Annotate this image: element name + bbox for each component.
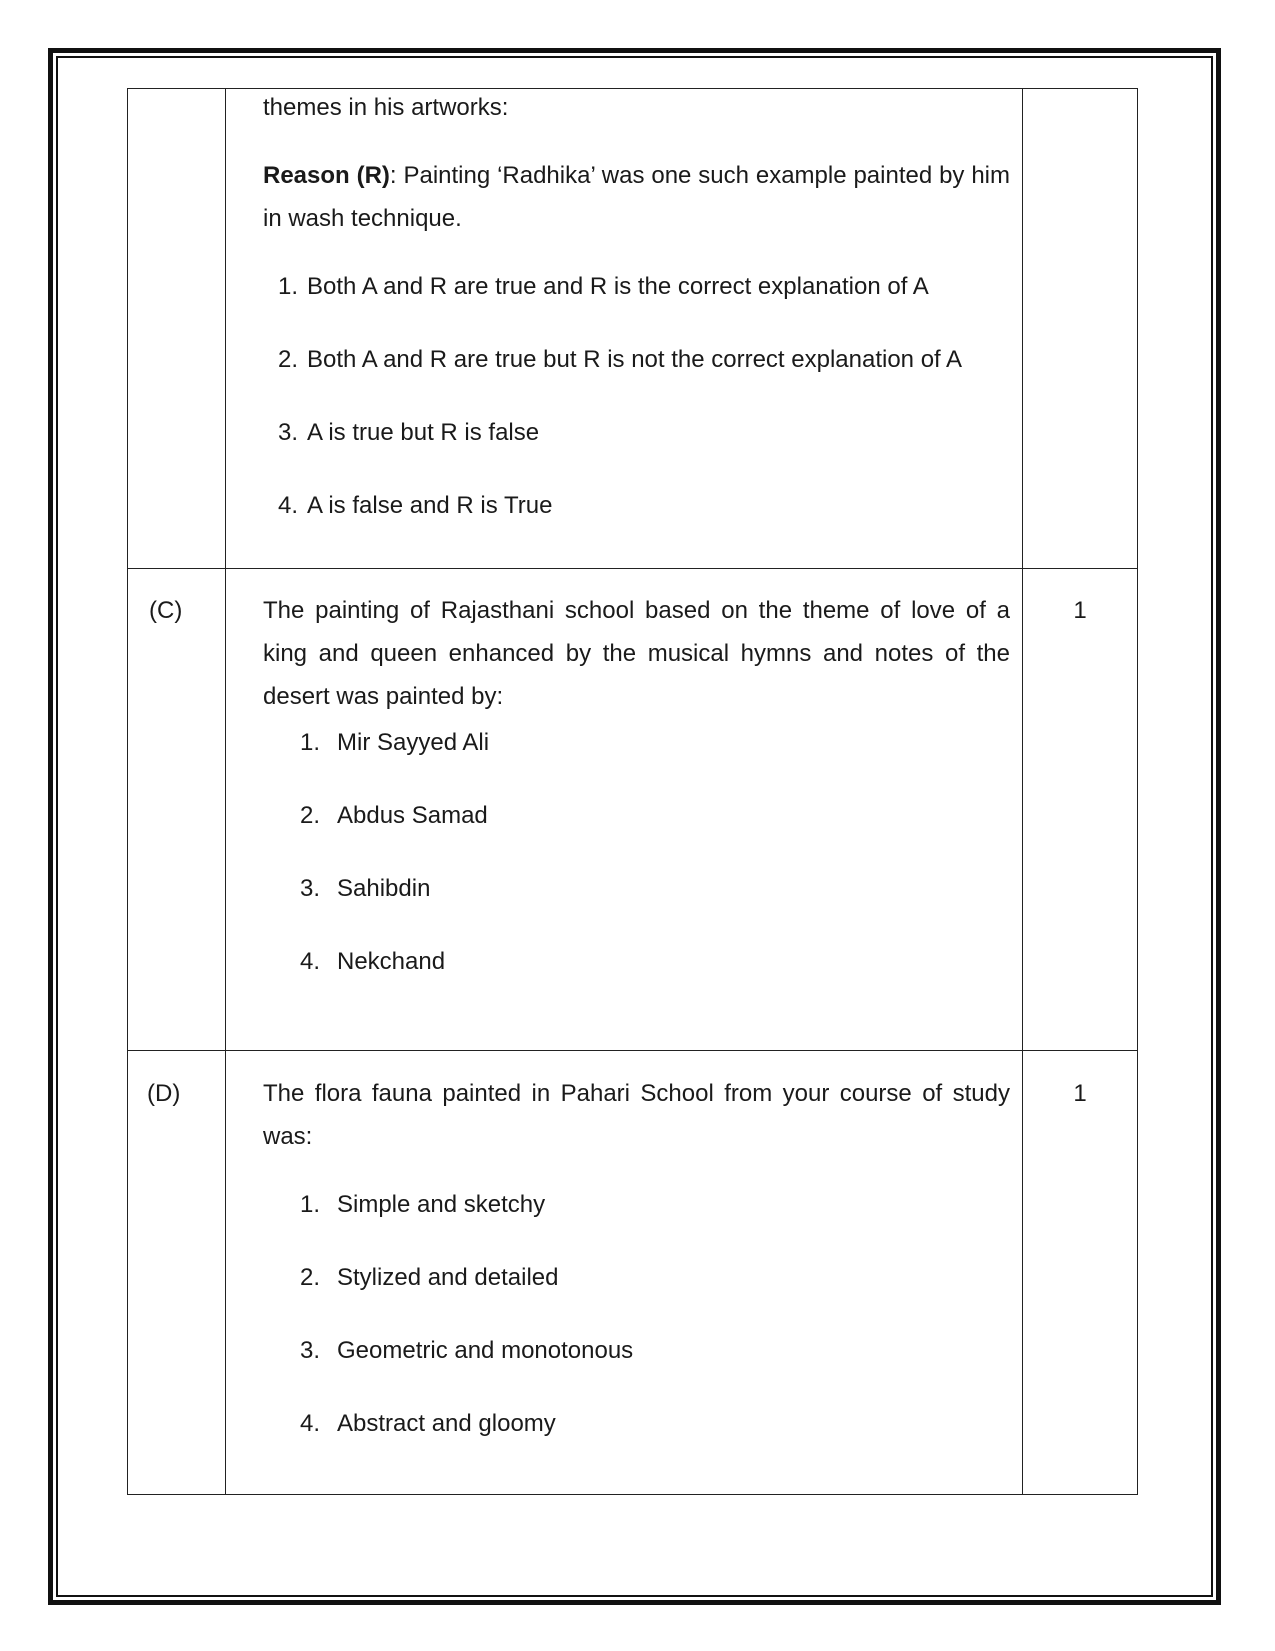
- option-number: 1.: [300, 729, 321, 756]
- reason-statement: [263, 154, 1010, 240]
- option-number: 4.: [278, 492, 299, 519]
- answer-option[interactable]: [300, 721, 1000, 794]
- option-number: 2.: [278, 346, 299, 373]
- answer-option[interactable]: [300, 940, 1000, 1013]
- question-text: The painting of Rajasthani school based on the theme of love of a king and queen enhanced by the musical hymns and notes of the desert was painted by:: [263, 597, 1010, 710]
- question-label-cell: [128, 1051, 226, 1494]
- answer-option[interactable]: [300, 794, 1000, 867]
- question-label: (C): [149, 597, 183, 624]
- option-number: 4.: [300, 948, 321, 975]
- question-intro: themes in his artworks:: [263, 94, 509, 121]
- question-table: [127, 88, 1138, 1495]
- answer-option[interactable]: [300, 867, 1000, 940]
- answer-option[interactable]: [300, 1329, 1000, 1402]
- option-number: 1.: [300, 1191, 321, 1218]
- question-row-c: [128, 568, 1137, 1050]
- reason-label: Reason (R): [263, 162, 390, 189]
- answer-option[interactable]: [300, 1402, 1000, 1475]
- marks-value: 1: [1073, 597, 1087, 624]
- answer-options: [278, 265, 1008, 557]
- option-text: Mir Sayyed Ali: [337, 729, 490, 756]
- question-label-cell: [128, 89, 226, 568]
- option-number: 1.: [278, 273, 299, 300]
- option-number: 3.: [300, 875, 321, 902]
- question-row-continued: [128, 89, 1137, 568]
- question-row-d: [128, 1050, 1137, 1494]
- option-text: Both A and R are true and R is the correct explanation of A: [307, 273, 929, 300]
- option-text: Simple and sketchy: [337, 1191, 546, 1218]
- answer-option[interactable]: [278, 338, 1008, 411]
- marks-cell: [1022, 89, 1137, 568]
- answer-options: [300, 721, 1000, 1013]
- option-text: Both A and R are true but R is not the correct explanation of A: [307, 346, 963, 373]
- answer-option[interactable]: [300, 1183, 1000, 1256]
- option-text: Abdus Samad: [337, 802, 488, 829]
- option-text: A is false and R is True: [307, 492, 553, 519]
- option-number: 3.: [278, 419, 299, 446]
- marks-cell: [1022, 569, 1137, 1050]
- answer-option[interactable]: [300, 1256, 1000, 1329]
- option-text: Geometric and monotonous: [337, 1337, 634, 1364]
- answer-option[interactable]: [278, 411, 1008, 484]
- answer-options: [300, 1183, 1000, 1475]
- option-number: 2.: [300, 802, 321, 829]
- option-number: 4.: [300, 1410, 321, 1437]
- option-text: Stylized and detailed: [337, 1264, 559, 1291]
- reason-text: : Painting ‘Radhika’ was one such example painted by him in wash technique.: [263, 162, 1010, 232]
- question-label: (D): [147, 1080, 181, 1107]
- option-number: 3.: [300, 1337, 321, 1364]
- marks-cell: [1022, 1051, 1137, 1494]
- question-text: The flora fauna painted in Pahari School from your course of study was:: [263, 1080, 1010, 1150]
- option-text: Abstract and gloomy: [337, 1410, 556, 1437]
- marks-value: 1: [1073, 1080, 1087, 1107]
- option-text: Sahibdin: [337, 875, 431, 902]
- answer-option[interactable]: [278, 265, 1008, 338]
- answer-option[interactable]: [278, 484, 1008, 557]
- option-text: A is true but R is false: [307, 419, 540, 446]
- question-label-cell: [128, 569, 226, 1050]
- option-text: Nekchand: [337, 948, 446, 975]
- option-number: 2.: [300, 1264, 321, 1291]
